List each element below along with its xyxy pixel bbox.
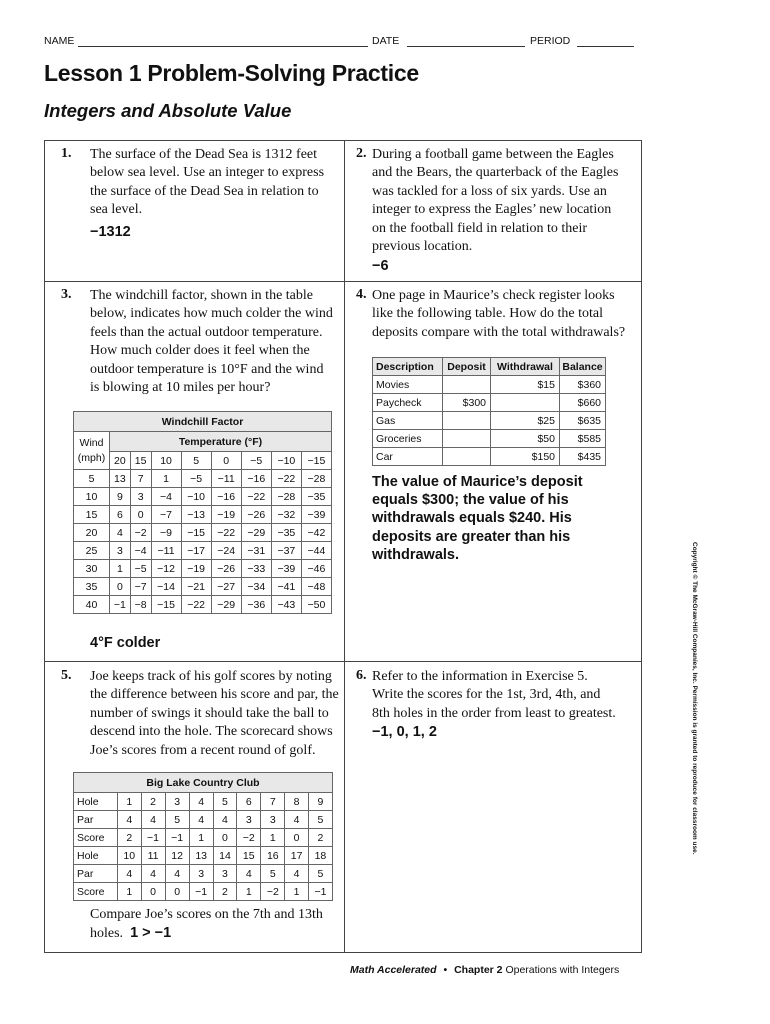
question-text	[372, 668, 616, 742]
score-cell: 17	[285, 847, 309, 865]
problem-grid	[44, 140, 642, 953]
table-cell	[443, 430, 491, 448]
table-cell: $15	[491, 376, 560, 394]
table-title: Big Lake Country Club	[74, 773, 333, 793]
problem-1	[61, 146, 341, 276]
value-cell: −31	[241, 542, 271, 560]
score-cell: 4	[285, 811, 309, 829]
score-cell: 16	[261, 847, 285, 865]
table-cell	[443, 448, 491, 466]
value-cell: 3	[110, 542, 131, 560]
table-cell: Car	[373, 448, 443, 466]
row-label: Score	[74, 829, 118, 847]
temp-cell: −5	[241, 452, 271, 470]
table-cell: Movies	[373, 376, 443, 394]
score-cell: 4	[118, 865, 142, 883]
question-text	[372, 287, 625, 342]
problem-number: 6.	[356, 668, 367, 683]
table-cell: $660	[560, 394, 606, 412]
table-row	[373, 376, 606, 394]
score-cell: 3	[237, 811, 261, 829]
table-cell: Groceries	[373, 430, 443, 448]
text-line: Joe keeps track of his golf scores by noting	[90, 669, 332, 684]
text-line: 8th holes in the order from least to greatest.	[372, 705, 616, 721]
value-cell: −13	[181, 506, 211, 524]
wind-cell: 15	[74, 506, 110, 524]
table-row	[74, 829, 333, 847]
value-cell: −26	[211, 560, 241, 578]
score-cell: 1	[261, 829, 285, 847]
question-text	[372, 146, 618, 276]
score-cell: 4	[189, 793, 213, 811]
score-cell: 3	[261, 811, 285, 829]
table-row	[373, 412, 606, 430]
text-line: Write the scores for the 1st, 3rd, 4th, and	[372, 687, 601, 703]
wind-header	[74, 432, 110, 470]
table-row	[74, 560, 332, 578]
value-cell: 13	[110, 470, 131, 488]
score-cell: 3	[189, 865, 213, 883]
answer-line: withdrawals equals $240. His	[372, 510, 572, 527]
check-register-table	[372, 357, 606, 466]
value-cell: −39	[301, 506, 331, 524]
value-cell: −36	[241, 596, 271, 614]
value-cell: −15	[151, 596, 181, 614]
wind-cell: 10	[74, 488, 110, 506]
text-line: descend into the hole. The scorecard shows	[90, 724, 333, 740]
temp-cell: −15	[301, 452, 331, 470]
score-cell: 1	[189, 829, 213, 847]
text-line: During a football game between the Eagles	[372, 147, 614, 162]
question-text	[90, 668, 339, 760]
value-cell: −22	[241, 488, 271, 506]
table-cell: Paycheck	[373, 394, 443, 412]
page-title: Lesson 1 Problem-Solving Practice	[44, 60, 419, 86]
text-line: holes.	[90, 926, 124, 942]
value-cell: −16	[241, 470, 271, 488]
page-subtitle: Integers and Absolute Value	[44, 100, 292, 121]
score-cell: 4	[141, 811, 165, 829]
value-cell: −28	[301, 470, 331, 488]
value-cell: 0	[110, 578, 131, 596]
score-cell: 4	[237, 865, 261, 883]
value-cell: −35	[301, 488, 331, 506]
answer: −6	[372, 258, 389, 275]
score-cell: −1	[189, 883, 213, 901]
value-cell: 1	[151, 470, 181, 488]
table-title: Windchill Factor	[74, 412, 332, 432]
period-label: PERIOD	[530, 35, 571, 47]
value-cell: 9	[110, 488, 131, 506]
score-cell: −2	[237, 829, 261, 847]
score-cell: 1	[118, 793, 142, 811]
value-cell: 0	[130, 506, 151, 524]
value-cell: −7	[151, 506, 181, 524]
chapter-label: Chapter 2	[454, 964, 503, 976]
score-cell: 6	[237, 793, 261, 811]
temperature-header: Temperature (°F)	[110, 432, 332, 452]
table-row	[373, 430, 606, 448]
score-cell: 1	[285, 883, 309, 901]
score-cell: 3	[165, 793, 189, 811]
value-cell: −1	[110, 596, 131, 614]
question-text	[90, 287, 333, 397]
wind-label: Wind	[79, 436, 104, 449]
temp-cell: −10	[271, 452, 301, 470]
wind-cell: 5	[74, 470, 110, 488]
score-cell: 4	[165, 865, 189, 883]
score-cell: −1	[165, 829, 189, 847]
text-line: The surface of the Dead Sea is 1312 feet	[90, 147, 318, 162]
text-line: number of swings it should take the ball to	[90, 705, 329, 721]
problem-number: 4.	[356, 287, 367, 302]
value-cell: −44	[301, 542, 331, 560]
value-cell: −19	[181, 560, 211, 578]
text-line: Joe’s scores from a recent round of golf.	[90, 742, 316, 758]
value-cell: −8	[130, 596, 151, 614]
text-line: like the following table. How do the total	[372, 306, 603, 322]
value-cell: −48	[301, 578, 331, 596]
answer	[372, 473, 583, 564]
score-cell: 9	[308, 793, 332, 811]
score-cell: −1	[308, 883, 332, 901]
score-cell: 12	[165, 847, 189, 865]
score-cell: 2	[141, 793, 165, 811]
value-cell: −2	[130, 524, 151, 542]
value-cell: −16	[211, 488, 241, 506]
text-line: sea level.	[90, 202, 143, 218]
score-cell: 4	[118, 811, 142, 829]
column-header: Balance	[560, 358, 606, 376]
score-cell: 4	[213, 811, 237, 829]
answer: −1, 0, 1, 2	[372, 724, 437, 741]
wind-cell: 40	[74, 596, 110, 614]
value-cell: −14	[151, 578, 181, 596]
date-label: DATE	[372, 35, 400, 47]
score-cell: 5	[308, 811, 332, 829]
text-line: previous location.	[372, 239, 473, 255]
column-header: Deposit	[443, 358, 491, 376]
text-line: feels than the actual outdoor temperature.	[90, 324, 323, 340]
table-row	[74, 596, 332, 614]
answer: 4°F colder	[90, 635, 161, 651]
score-cell: 5	[308, 865, 332, 883]
answer-line: equals $300; the value of his	[372, 492, 569, 509]
answer: 1 > −1	[130, 925, 172, 942]
score-cell: 8	[285, 793, 309, 811]
row-label: Score	[74, 883, 118, 901]
golf-scorecard	[73, 772, 333, 901]
value-cell: 3	[130, 488, 151, 506]
table-row	[74, 578, 332, 596]
problem-number: 5.	[61, 668, 72, 683]
table-row	[74, 811, 333, 829]
value-cell: −19	[211, 506, 241, 524]
score-cell: 2	[308, 829, 332, 847]
table-cell: Gas	[373, 412, 443, 430]
chapter-title: Operations with Integers	[505, 964, 620, 976]
problem-4	[356, 287, 641, 657]
answer: −1312	[90, 223, 131, 240]
score-cell: 5	[165, 811, 189, 829]
value-cell: −33	[241, 560, 271, 578]
problem-number: 1.	[61, 146, 72, 161]
value-cell: −21	[181, 578, 211, 596]
table-cell	[491, 394, 560, 412]
text-line: Compare Joe’s scores on the 7th and 13th	[90, 907, 323, 922]
date-field[interactable]	[407, 46, 525, 47]
text-line: deposits compare with the total withdrawals?	[372, 324, 626, 340]
period-field[interactable]	[577, 46, 634, 47]
value-cell: −22	[181, 596, 211, 614]
answer-line: The value of Maurice’s deposit	[372, 474, 583, 490]
value-cell: −34	[241, 578, 271, 596]
score-cell: −1	[141, 829, 165, 847]
problem-2	[356, 146, 641, 276]
value-cell: −11	[151, 542, 181, 560]
score-cell: 14	[213, 847, 237, 865]
score-cell: 1	[237, 883, 261, 901]
table-row	[373, 394, 606, 412]
text-line: below sea level. Use an integer to express	[90, 165, 325, 181]
temperature-row	[74, 452, 332, 470]
value-cell: −4	[151, 488, 181, 506]
table-cell	[443, 376, 491, 394]
score-cell: 2	[118, 829, 142, 847]
text-line: the surface of the Dead Sea in relation to	[90, 183, 319, 199]
text-line: on the football field in relation to their	[372, 220, 587, 236]
book-title: Math Accelerated	[350, 964, 437, 976]
value-cell: −41	[271, 578, 301, 596]
text-line: integer to express the Eagles’ new location	[372, 202, 612, 218]
score-cell: 0	[285, 829, 309, 847]
value-cell: −29	[211, 596, 241, 614]
name-label: NAME	[44, 35, 75, 47]
answer-line: deposits are greater than his	[372, 528, 571, 545]
table-row	[74, 865, 333, 883]
value-cell: −35	[271, 524, 301, 542]
table-row	[74, 847, 333, 865]
table-row	[74, 488, 332, 506]
header	[44, 35, 634, 49]
wind-cell: 35	[74, 578, 110, 596]
question-text	[90, 146, 324, 241]
value-cell: −50	[301, 596, 331, 614]
copyright-note	[690, 542, 698, 882]
value-cell: −5	[130, 560, 151, 578]
value-cell: −37	[271, 542, 301, 560]
problem-5	[61, 668, 341, 948]
score-cell: 4	[141, 865, 165, 883]
page-footer	[350, 964, 619, 976]
score-cell: 10	[118, 847, 142, 865]
name-field[interactable]	[78, 46, 368, 47]
score-cell: 4	[189, 811, 213, 829]
value-cell: −29	[241, 524, 271, 542]
column-header: Description	[373, 358, 443, 376]
table-cell: $50	[491, 430, 560, 448]
text-line: below, indicates how much colder the wind	[90, 306, 333, 322]
text-line: Refer to the information in Exercise 5.	[372, 669, 588, 684]
column-divider	[344, 141, 345, 952]
text-line: outdoor temperature is 10°F and the wind	[90, 361, 324, 377]
value-cell: −11	[211, 470, 241, 488]
value-cell: −42	[301, 524, 331, 542]
problem-number: 3.	[61, 287, 72, 302]
temp-cell: 15	[130, 452, 151, 470]
score-cell: 5	[213, 793, 237, 811]
wind-cell: 25	[74, 542, 110, 560]
table-cell: $635	[560, 412, 606, 430]
answer-line: withdrawals.	[372, 546, 460, 563]
row-label: Par	[74, 865, 118, 883]
score-cell: 2	[213, 883, 237, 901]
temp-cell: 5	[181, 452, 211, 470]
text-line: and the Bears, the quarterback of the Eagles	[372, 165, 619, 181]
temp-cell: 20	[110, 452, 131, 470]
copyright-text: Copyright © The McGraw-Hill Companies, Inc. Permission is granted to reproduce for classroom use.	[691, 542, 698, 855]
value-cell: −26	[241, 506, 271, 524]
table-row	[74, 470, 332, 488]
bullet: •	[443, 964, 448, 976]
table-cell	[443, 412, 491, 430]
table-cell: $360	[560, 376, 606, 394]
text-line: the difference between his score and par, the	[90, 687, 339, 703]
value-cell: 7	[130, 470, 151, 488]
wind-cell: 20	[74, 524, 110, 542]
value-cell: 6	[110, 506, 131, 524]
value-cell: −46	[301, 560, 331, 578]
value-cell: −15	[181, 524, 211, 542]
value-cell: 1	[110, 560, 131, 578]
table-cell: $25	[491, 412, 560, 430]
score-cell: 5	[261, 865, 285, 883]
value-cell: 4	[110, 524, 131, 542]
score-cell: 0	[213, 829, 237, 847]
score-cell: 1	[118, 883, 142, 901]
table-row	[74, 524, 332, 542]
score-cell: 18	[308, 847, 332, 865]
value-cell: −43	[271, 596, 301, 614]
text-line: The windchill factor, shown in the table	[90, 288, 313, 303]
score-cell: 4	[285, 865, 309, 883]
score-cell: 15	[237, 847, 261, 865]
temp-cell: 10	[151, 452, 181, 470]
value-cell: −9	[151, 524, 181, 542]
question-tail	[90, 906, 323, 944]
table-row	[74, 793, 333, 811]
windchill-table	[73, 411, 332, 614]
row-label: Par	[74, 811, 118, 829]
value-cell: −27	[211, 578, 241, 596]
table-row	[74, 883, 333, 901]
score-cell: 0	[165, 883, 189, 901]
problem-number: 2.	[356, 146, 367, 161]
text-line: is blowing at 10 miles per hour?	[90, 380, 271, 396]
value-cell: −24	[211, 542, 241, 560]
value-cell: −10	[181, 488, 211, 506]
row-divider	[45, 661, 641, 662]
value-cell: −28	[271, 488, 301, 506]
value-cell: −17	[181, 542, 211, 560]
problem-6	[356, 668, 641, 948]
row-divider	[45, 281, 641, 282]
temp-cell: 0	[211, 452, 241, 470]
value-cell: −22	[271, 470, 301, 488]
table-cell: $150	[491, 448, 560, 466]
table-cell: $435	[560, 448, 606, 466]
row-label: Hole	[74, 793, 118, 811]
problem-3	[61, 287, 341, 657]
table-row	[74, 542, 332, 560]
table-cell: $585	[560, 430, 606, 448]
table-cell: $300	[443, 394, 491, 412]
text-line: was tackled for a loss of six yards. Use an	[372, 183, 607, 199]
score-cell: 0	[141, 883, 165, 901]
value-cell: −39	[271, 560, 301, 578]
column-header: Withdrawal	[491, 358, 560, 376]
wind-cell: 30	[74, 560, 110, 578]
value-cell: −4	[130, 542, 151, 560]
value-cell: −22	[211, 524, 241, 542]
wind-unit: (mph)	[77, 451, 106, 464]
value-cell: −32	[271, 506, 301, 524]
table-row	[74, 506, 332, 524]
value-cell: −12	[151, 560, 181, 578]
value-cell: −7	[130, 578, 151, 596]
score-cell: 13	[189, 847, 213, 865]
text-line: One page in Maurice’s check register looks	[372, 288, 615, 303]
score-cell: 7	[261, 793, 285, 811]
score-cell: −2	[261, 883, 285, 901]
row-label: Hole	[74, 847, 118, 865]
score-cell: 3	[213, 865, 237, 883]
value-cell: −5	[181, 470, 211, 488]
text-line: How much colder does it feel when the	[90, 343, 310, 359]
score-cell: 11	[141, 847, 165, 865]
table-row	[373, 448, 606, 466]
